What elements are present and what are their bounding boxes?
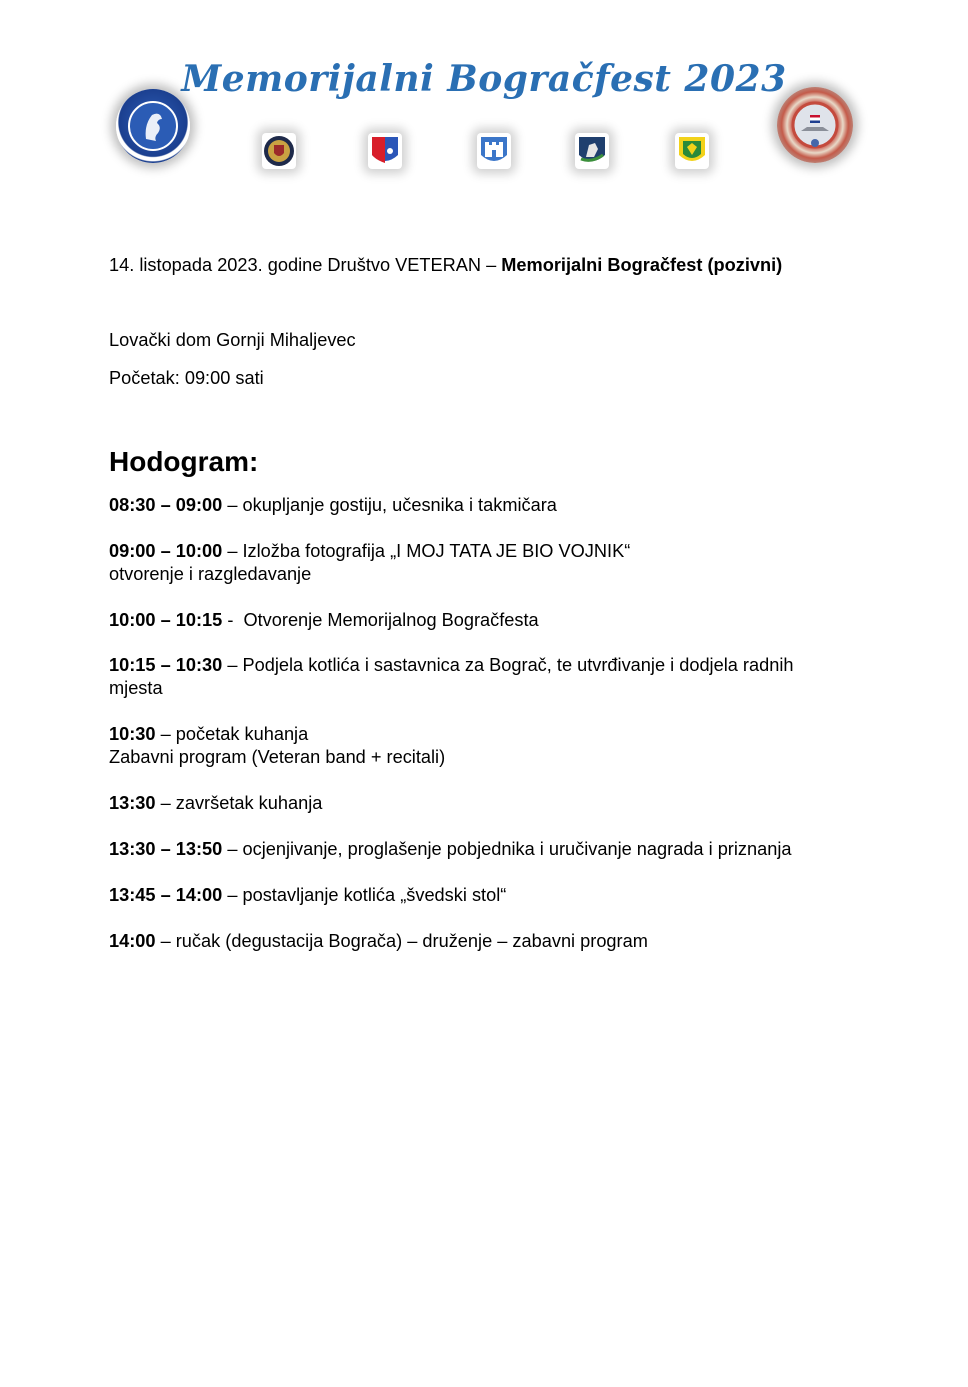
page-title: Memorijalni Bogračfest 2023 <box>181 58 787 100</box>
schedule-item <box>109 792 869 815</box>
schedule-item <box>109 838 869 861</box>
schedule-text: – ručak (degustacija Bograča) – druženje – zabavni program <box>155 931 648 951</box>
schedule-text: – Podjela kotlića i sastavnica za Bograč, te utvrđivanje i dodjela radnih <box>222 655 794 675</box>
hodogram-heading: Hodogram: <box>109 446 259 477</box>
event-start-time: Početak: 09:00 sati <box>109 368 264 388</box>
schedule-text-line2: Zabavni program (Veteran band + recitali) <box>109 747 446 767</box>
schedule-item <box>109 654 869 700</box>
schedule-time: 10:00 – 10:15 <box>109 610 223 630</box>
schedule-item <box>109 609 869 632</box>
schedule-time: 08:30 – 09:00 <box>109 495 223 515</box>
schedule-item <box>109 540 869 586</box>
schedule-item <box>109 494 869 517</box>
crest-police-icon <box>262 133 296 169</box>
drustvo-veteran-logo-icon <box>116 89 190 163</box>
schedule-text-line2: mjesta <box>109 678 163 698</box>
schedule-time: 09:00 – 10:00 <box>109 541 223 561</box>
schedule-text: – okupljanje gostiju, učesnika i takmičara <box>222 495 557 515</box>
schedule-text: – završetak kuhanja <box>155 793 323 813</box>
schedule-text-line2: otvorenje i razgledavanje <box>109 564 312 584</box>
crest-saint-george-icon <box>575 133 609 169</box>
schedule-time: 13:30 – 13:50 <box>109 839 223 859</box>
schedule-item <box>109 930 869 953</box>
event-line <box>109 254 782 277</box>
event-name: Memorijalni Bogračfest (pozivni) <box>501 255 783 275</box>
crest-county-flag-icon <box>368 133 402 169</box>
schedule-text: – početak kuhanja <box>155 724 309 744</box>
schedule-item <box>109 723 869 769</box>
association-seal-icon <box>777 87 853 163</box>
event-date: 14. listopada 2023. godine Društvo VETERAN – <box>109 255 502 275</box>
crest-city-wall-icon <box>477 133 511 169</box>
crest-yellow-shield-icon <box>675 133 709 169</box>
schedule-text: – Izložba fotografija „I MOJ TATA JE BIO VOJNIK“ <box>222 541 631 561</box>
schedule-time: 14:00 <box>109 931 156 951</box>
schedule-item <box>109 884 869 907</box>
schedule-text: – ocjenjivanje, proglašenje pobjednika i uručivanje nagrada i priznanja <box>222 839 792 859</box>
schedule-time: 10:15 – 10:30 <box>109 655 223 675</box>
schedule-time: 13:45 – 14:00 <box>109 885 223 905</box>
schedule-text: - Otvorenje Memorijalnog Bogračfesta <box>222 610 539 630</box>
event-venue: Lovački dom Gornji Mihaljevec <box>109 330 356 350</box>
schedule-text: – postavljanje kotlića „švedski stol“ <box>222 885 507 905</box>
schedule-time: 13:30 <box>109 793 156 813</box>
schedule-time: 10:30 <box>109 724 156 744</box>
